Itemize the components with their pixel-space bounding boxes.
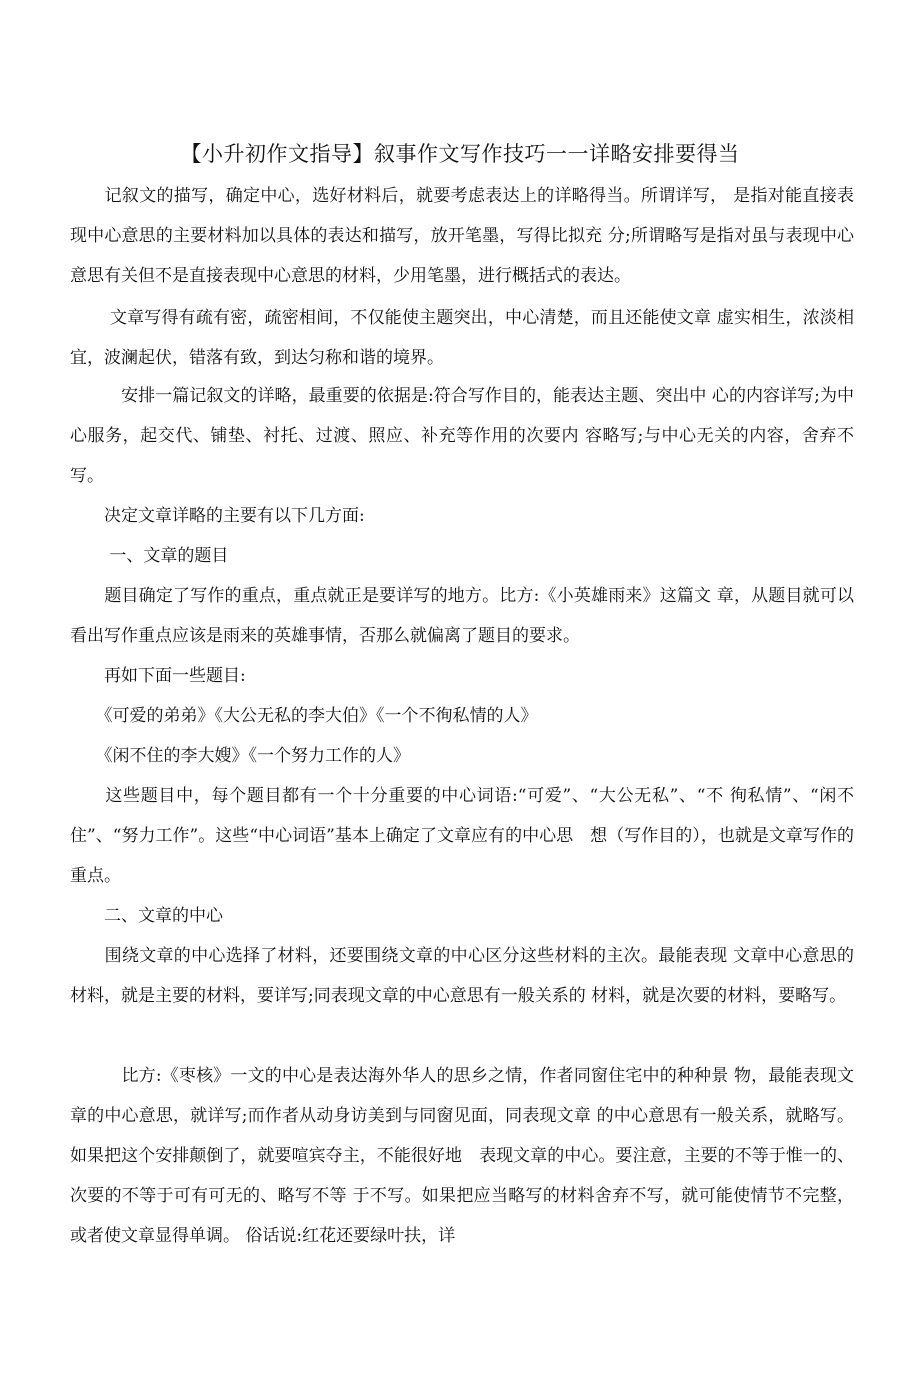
paragraph-intro: 记叙文的描写，确定中心，选好材料后，就要考虑表达上的详略得当。所谓详写， 是指对能直接表现中心意思的主要材料加以具体的表达和描写，放开笔墨，写得比拟充 分;所谓略写是指对虽与表现中心意思有关但不是直接表现中心意思的材料，少用笔墨，进行概括式的表达。 — [70, 186, 854, 286]
document-title: 【小升初作文指导】叙事作文写作技巧一一详略安排要得当 — [180, 142, 740, 166]
title-examples-2: 《闲不住的李大嫂》《一个努力工作的人》 — [70, 746, 410, 766]
paragraph-key-words: 这些题目中，每个题目都有一个十分重要的中心词语:“可爱”、“大公无私”、“不 徇私情”、“闲不住”、“努力工作”。这些“中心词语”基本上确定了文章应有的中心思 想（写作目的），也就是文章写作的重点。 — [70, 786, 854, 886]
section-heading-title: 一、文章的题目 — [70, 546, 229, 566]
paragraph-factors: 决定文章详略的主要有以下几方面: — [70, 506, 365, 526]
paragraph-center-materials: 围绕文章的中心选择了材料，还要围绕文章的中心区分这些材料的主次。最能表现 文章中心意思的材料，就是主要的材料，要详写;同表现文章的中心意思有一般关系的 材料，就是次要的材料，要略写。 — [70, 946, 854, 1006]
paragraph-example-zaohe: 比方:《枣核》一文的中心是表达海外华人的思乡之情，作者同窗住宅中的种种景 物，最能表现文章的中心意思，就详写;而作者从动身访美到与同窗见面，同表现文章 的中心意思有一般关系，就略写。如果把这个安排颠倒了，就要喧宾夺主，不能很好地 表现文章的中心。要注意，主要的不等于惟一的、次要的不等于可有可无的、略写不等 于不写。如果把应当略写的材料舍弃不写，就可能使情节不完整，或者使文章显得单调。 俗话说:红花还要绿叶扶，详 — [70, 1066, 854, 1246]
title-examples-1: 《可爱的弟弟》《大公无私的李大伯》《一个不徇私情的人》 — [70, 706, 538, 726]
paragraph-basis: 安排一篇记叙文的详略，最重要的依据是:符合写作目的，能表达主题、突出中 心的内容详写;为中心服务，起交代、铺垫、衬托、过渡、照应、补充等作用的次要内 容略写;与中心无关的内容，舍弃不写。 — [70, 386, 854, 486]
section-heading-center: 二、文章的中心 — [70, 906, 223, 926]
paragraph-density: 文章写得有疏有密，疏密相间，不仅能使主题突出，中心清楚，而且还能使文章 虚实相生，浓淡相宜，波澜起伏，错落有致，到达匀称和谐的境界。 — [70, 308, 854, 368]
paragraph-more-titles: 再如下面一些题目: — [70, 666, 246, 686]
paragraph-title-focus: 题目确定了写作的重点，重点就正是要详写的地方。比方:《小英雄雨来》这篇文 章，从题目就可以看出写作重点应该是雨来的英雄事情，否那么就偏离了题目的要求。 — [70, 586, 854, 646]
